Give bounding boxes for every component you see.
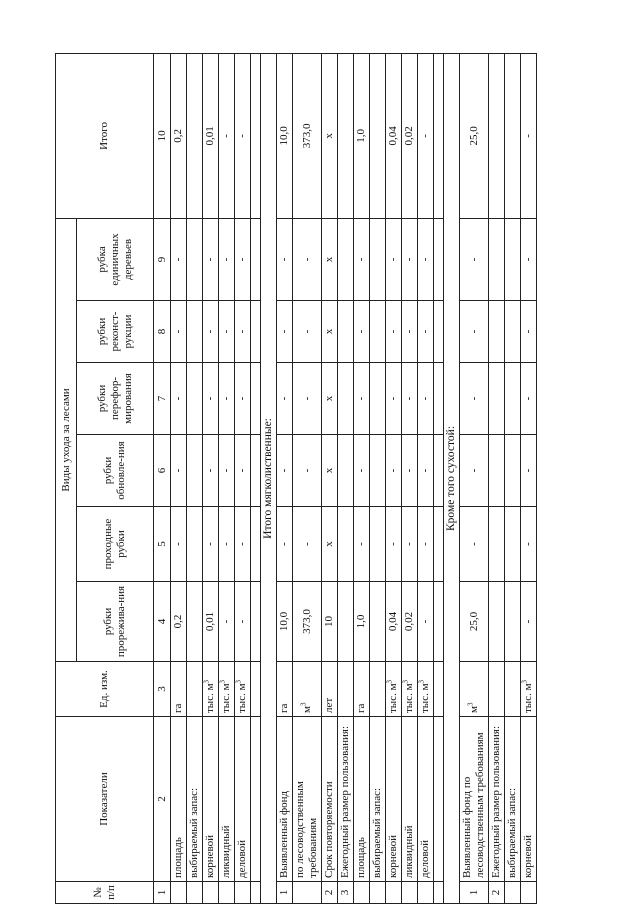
row-value xyxy=(187,363,203,435)
row-unit xyxy=(370,662,386,717)
row-value: - xyxy=(354,435,370,507)
row-value xyxy=(338,218,354,300)
section-title: Итого мягколиственные: xyxy=(261,53,277,903)
row-value: - xyxy=(235,53,251,218)
spacer-cell xyxy=(251,218,261,300)
row-value: х xyxy=(322,363,338,435)
row-value: - xyxy=(293,301,322,363)
spacer-cell xyxy=(251,507,261,582)
row-unit: га xyxy=(171,662,187,717)
row-value: - xyxy=(418,507,434,582)
spacer-cell xyxy=(434,507,444,582)
row-indicator: корневой xyxy=(203,717,219,882)
row-indicator: Ежегодный размер пользования: xyxy=(338,717,354,882)
row-unit xyxy=(489,662,505,717)
row-indicator: ликвидный xyxy=(402,717,418,882)
superscript: 3 xyxy=(520,679,529,684)
row-value: 373,0 xyxy=(293,582,322,662)
spacer-cell xyxy=(434,301,444,363)
row-value: - xyxy=(277,218,293,300)
section-title: Кроме того сухостой: xyxy=(444,53,460,903)
row-value: - xyxy=(354,507,370,582)
row-unit: тыс. $м^3$ xyxy=(418,662,434,717)
header-group: Виды ухода за лесами xyxy=(56,218,77,661)
header-type: рубка единичных деревьев xyxy=(77,218,154,300)
row-value xyxy=(489,582,505,662)
row-value xyxy=(370,363,386,435)
row-value: - xyxy=(418,582,434,662)
row-value xyxy=(489,301,505,363)
row-value: - xyxy=(219,301,235,363)
row-value xyxy=(338,507,354,582)
header-indicator: Показатели xyxy=(56,717,154,882)
superscript: 3 xyxy=(385,679,394,684)
row-number xyxy=(386,882,402,904)
row-unit xyxy=(338,662,354,717)
row-number: 1 xyxy=(277,882,293,904)
row-value: х xyxy=(322,435,338,507)
row-value: - xyxy=(402,363,418,435)
table-row xyxy=(171,53,187,903)
row-value xyxy=(338,363,354,435)
row-indicator: Ежегодный размер пользования: xyxy=(489,717,505,882)
row-value xyxy=(370,507,386,582)
row-value: - xyxy=(171,363,187,435)
row-unit xyxy=(187,662,203,717)
row-value: - xyxy=(293,507,322,582)
row-value: - xyxy=(293,218,322,300)
row-value: - xyxy=(521,53,537,218)
table-row xyxy=(187,53,203,903)
row-unit: га xyxy=(277,662,293,717)
row-value xyxy=(489,435,505,507)
row-value: - xyxy=(171,507,187,582)
row-indicator: площадь xyxy=(171,717,187,882)
superscript: 3 xyxy=(298,702,307,707)
table-row xyxy=(489,53,505,903)
spacer-cell xyxy=(251,435,261,507)
row-number xyxy=(219,882,235,904)
row-value: - xyxy=(293,435,322,507)
row-number xyxy=(402,882,418,904)
superscript: 3 xyxy=(202,679,211,684)
row-value: - xyxy=(219,507,235,582)
row-unit: тыс. $м^3$ xyxy=(203,662,219,717)
row-value xyxy=(187,218,203,300)
row-value: - xyxy=(402,507,418,582)
row-indicator: корневой xyxy=(386,717,402,882)
row-value: - xyxy=(521,218,537,300)
row-value: 25,0 xyxy=(460,53,489,218)
row-value xyxy=(370,435,386,507)
spacer-cell xyxy=(434,218,444,300)
row-value: - xyxy=(219,435,235,507)
row-number xyxy=(370,882,386,904)
header-type: рубки реконст-рукции xyxy=(77,301,154,363)
row-value: - xyxy=(460,435,489,507)
superscript: 3 xyxy=(218,679,227,684)
superscript: 3 xyxy=(234,679,243,684)
row-value xyxy=(370,301,386,363)
row-unit: тыс. $м^3$ xyxy=(402,662,418,717)
spacer-cell xyxy=(251,53,261,218)
column-number: 7 xyxy=(154,363,171,435)
row-indicator: площадь xyxy=(354,717,370,882)
row-value xyxy=(370,53,386,218)
row-value xyxy=(187,507,203,582)
row-value: - xyxy=(402,218,418,300)
row-unit: $м^3$ xyxy=(293,662,322,717)
header-type: рубки перефор-мирования xyxy=(77,363,154,435)
row-value: - xyxy=(386,301,402,363)
row-value: - xyxy=(235,582,251,662)
table-row xyxy=(505,53,521,903)
row-value: - xyxy=(235,301,251,363)
table-row xyxy=(460,53,489,903)
row-indicator: Выявленный фонд по лесоводственным требованиям xyxy=(460,717,489,882)
row-value: 1,0 xyxy=(354,582,370,662)
row-unit: га xyxy=(354,662,370,717)
superscript: 3 xyxy=(401,679,410,684)
row-value: - xyxy=(203,218,219,300)
row-number xyxy=(203,882,219,904)
superscript: 3 xyxy=(417,679,426,684)
row-value: 0,01 xyxy=(203,53,219,218)
row-value: - xyxy=(386,363,402,435)
row-unit: лет xyxy=(322,662,338,717)
row-value: - xyxy=(418,363,434,435)
spacer-cell xyxy=(251,582,261,662)
section-row xyxy=(444,53,460,903)
row-value: - xyxy=(235,218,251,300)
row-indicator: выбираемый запас: xyxy=(505,717,521,882)
row-value: 0,02 xyxy=(402,53,418,218)
column-number: 9 xyxy=(154,218,171,300)
row-value: - xyxy=(418,301,434,363)
row-value: - xyxy=(293,363,322,435)
rotated-table-sheet xyxy=(55,54,587,904)
row-indicator: ликвидный xyxy=(219,717,235,882)
row-value: 10,0 xyxy=(277,582,293,662)
row-value: х xyxy=(322,218,338,300)
row-value: х xyxy=(322,301,338,363)
row-value: х xyxy=(322,507,338,582)
row-value: 0,04 xyxy=(386,53,402,218)
table-row xyxy=(277,53,293,903)
row-number: 2 xyxy=(489,882,505,904)
row-value: - xyxy=(219,363,235,435)
row-value: - xyxy=(521,582,537,662)
row-value: - xyxy=(219,53,235,218)
row-number xyxy=(505,882,521,904)
row-value: 25,0 xyxy=(460,582,489,662)
row-value: - xyxy=(171,435,187,507)
row-value xyxy=(370,218,386,300)
row-value xyxy=(505,301,521,363)
table-row xyxy=(293,53,322,903)
row-value xyxy=(187,301,203,363)
forest-care-table xyxy=(55,53,537,904)
table-row xyxy=(418,53,434,903)
row-value xyxy=(187,582,203,662)
row-indicator: выбираемый запас: xyxy=(187,717,203,882)
spacer-cell xyxy=(434,435,444,507)
row-indicator: Срок повторяемости xyxy=(322,717,338,882)
table-row xyxy=(386,53,402,903)
table-row xyxy=(402,53,418,903)
superscript: 3 xyxy=(465,702,474,707)
spacer-row xyxy=(434,53,444,903)
row-value: - xyxy=(203,435,219,507)
row-unit xyxy=(505,662,521,717)
column-number: 10 xyxy=(154,53,171,218)
row-indicator: корневой xyxy=(521,717,537,882)
column-number: 5 xyxy=(154,507,171,582)
column-number: 8 xyxy=(154,301,171,363)
row-value xyxy=(489,507,505,582)
row-value: 0,2 xyxy=(171,53,187,218)
column-number: 1 xyxy=(154,882,171,904)
column-number: 6 xyxy=(154,435,171,507)
table-row xyxy=(322,53,338,903)
row-value: - xyxy=(402,301,418,363)
row-value: - xyxy=(386,218,402,300)
column-number-row xyxy=(154,53,171,903)
spacer-row xyxy=(251,53,261,903)
spacer-cell xyxy=(251,363,261,435)
row-value xyxy=(505,53,521,218)
row-value: - xyxy=(521,435,537,507)
spacer-cell xyxy=(434,582,444,662)
row-value: 10,0 xyxy=(277,53,293,218)
row-value: - xyxy=(277,363,293,435)
header-unit: Ед. изм. xyxy=(56,662,154,717)
row-value xyxy=(489,363,505,435)
row-unit: $м^3$ xyxy=(460,662,489,717)
row-value: - xyxy=(171,218,187,300)
row-unit: тыс. $м^3$ xyxy=(219,662,235,717)
table-row xyxy=(235,53,251,903)
row-value: - xyxy=(203,363,219,435)
row-value xyxy=(338,301,354,363)
row-number xyxy=(293,882,322,904)
row-value xyxy=(338,435,354,507)
spacer-cell xyxy=(251,662,261,717)
row-value: - xyxy=(460,301,489,363)
row-value: - xyxy=(235,435,251,507)
header-type: проходные рубки xyxy=(77,507,154,582)
table-row xyxy=(338,53,354,903)
row-value: х xyxy=(322,53,338,218)
row-value: - xyxy=(235,507,251,582)
row-unit: тыс. $м^3$ xyxy=(235,662,251,717)
header-num: № п/п xyxy=(56,882,154,904)
row-value xyxy=(505,363,521,435)
section-row xyxy=(261,53,277,903)
row-value: - xyxy=(277,507,293,582)
row-number xyxy=(187,882,203,904)
row-value xyxy=(338,53,354,218)
row-value: - xyxy=(277,435,293,507)
row-value: - xyxy=(203,507,219,582)
row-value xyxy=(489,218,505,300)
row-value: - xyxy=(235,363,251,435)
row-indicator: по лесоводственным требованиям xyxy=(293,717,322,882)
spacer-cell xyxy=(434,662,444,717)
row-value xyxy=(505,218,521,300)
table-body xyxy=(171,53,537,903)
row-value: - xyxy=(203,301,219,363)
header-total: Итого xyxy=(56,53,154,218)
row-value xyxy=(505,582,521,662)
column-number: 2 xyxy=(154,717,171,882)
header-type: рубки обновле-ния xyxy=(77,435,154,507)
row-value: - xyxy=(418,435,434,507)
row-number: 2 xyxy=(322,882,338,904)
row-number: 1 xyxy=(460,882,489,904)
row-value: 0,01 xyxy=(203,582,219,662)
row-value: 373,0 xyxy=(293,53,322,218)
row-value: - xyxy=(277,301,293,363)
spacer-cell xyxy=(251,882,261,904)
row-value: 0,2 xyxy=(171,582,187,662)
table-row xyxy=(521,53,537,903)
row-indicator: деловой xyxy=(418,717,434,882)
row-value: - xyxy=(418,53,434,218)
row-value: - xyxy=(354,301,370,363)
row-value xyxy=(370,582,386,662)
header-type: рубки прорежива-ния xyxy=(77,582,154,662)
row-value xyxy=(505,435,521,507)
row-value: - xyxy=(418,218,434,300)
row-value: - xyxy=(521,301,537,363)
spacer-cell xyxy=(434,53,444,218)
row-value: - xyxy=(354,218,370,300)
row-unit: тыс. $м^3$ xyxy=(521,662,537,717)
row-value: - xyxy=(386,507,402,582)
row-number xyxy=(171,882,187,904)
row-value: - xyxy=(521,507,537,582)
row-value xyxy=(187,53,203,218)
table-row xyxy=(203,53,219,903)
spacer-cell xyxy=(434,363,444,435)
table-row xyxy=(370,53,386,903)
row-indicator: выбираемый запас: xyxy=(370,717,386,882)
row-value: - xyxy=(521,363,537,435)
table-row xyxy=(354,53,370,903)
row-number: 3 xyxy=(338,882,354,904)
spacer-cell xyxy=(434,882,444,904)
row-number xyxy=(418,882,434,904)
column-number: 3 xyxy=(154,662,171,717)
column-number: 4 xyxy=(154,582,171,662)
row-value: - xyxy=(402,435,418,507)
row-value xyxy=(489,53,505,218)
row-value: 1,0 xyxy=(354,53,370,218)
row-number xyxy=(235,882,251,904)
row-value: 10 xyxy=(322,582,338,662)
row-value: - xyxy=(386,435,402,507)
row-value xyxy=(187,435,203,507)
row-value: 0,02 xyxy=(402,582,418,662)
row-number xyxy=(521,882,537,904)
table-row xyxy=(219,53,235,903)
row-value xyxy=(505,507,521,582)
row-value: - xyxy=(171,301,187,363)
row-value: - xyxy=(219,582,235,662)
row-indicator: деловой xyxy=(235,717,251,882)
row-value: - xyxy=(460,507,489,582)
row-value xyxy=(338,582,354,662)
row-value: - xyxy=(460,218,489,300)
row-value: - xyxy=(460,363,489,435)
spacer-cell xyxy=(434,717,444,882)
row-value: - xyxy=(219,218,235,300)
row-unit: тыс. $м^3$ xyxy=(386,662,402,717)
row-value: - xyxy=(354,363,370,435)
spacer-cell xyxy=(251,301,261,363)
spacer-cell xyxy=(251,717,261,882)
row-number xyxy=(354,882,370,904)
row-value: 0,04 xyxy=(386,582,402,662)
row-indicator: Выявленный фонд xyxy=(277,717,293,882)
